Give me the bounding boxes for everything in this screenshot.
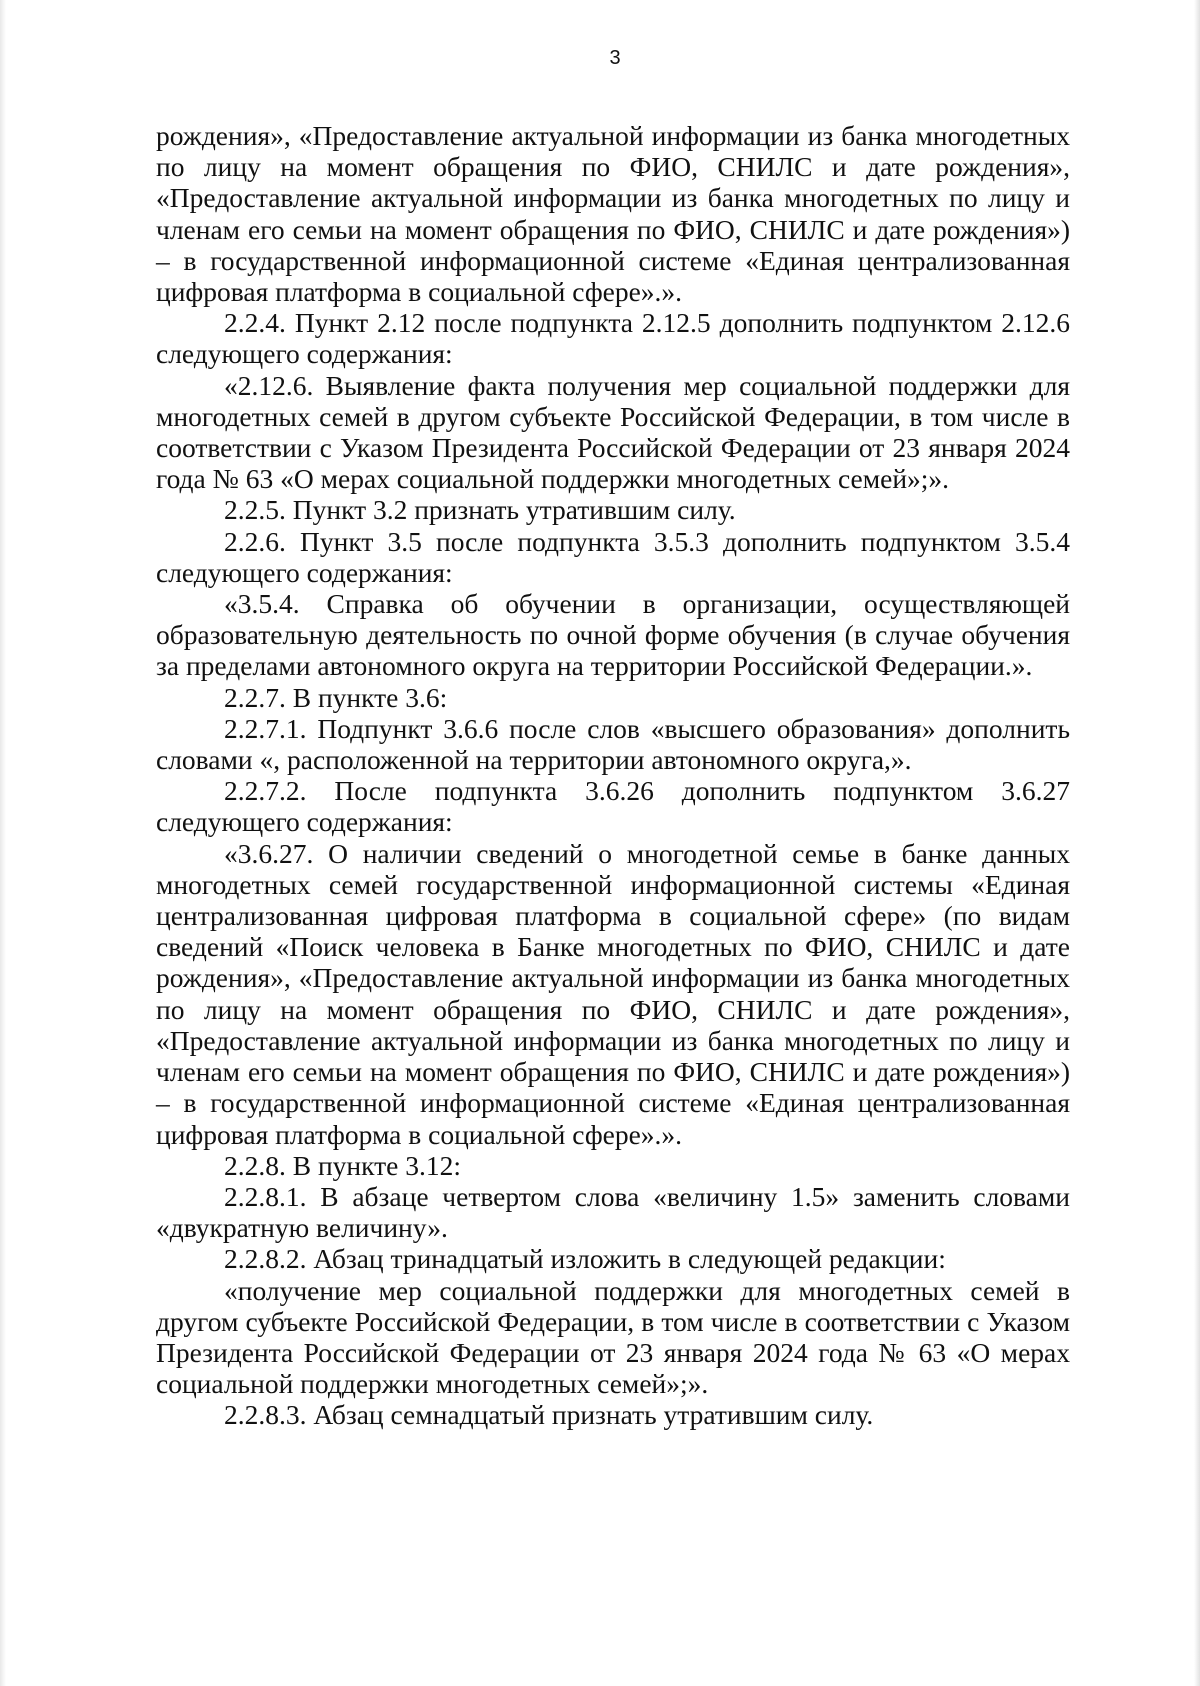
paragraph-2-2-5: 2.2.5. Пункт 3.2 признать утратившим силу.: [224, 494, 736, 526]
paragraph-2-2-7: 2.2.7. В пункте 3.6:: [224, 681, 448, 713]
paragraph-3-6-27: «3.6.27. О наличии сведений о многодетной семье в банке данных многодетных семей государственной информационной системы «Единая централизованная цифровая платформа в социальной сфере» (по видам сведений «Поиск человека в Банке многодетных по ФИО, СНИЛС и дате рождения», «Предоставление актуальной информации из банка многодетных по лицу на момент обращения по ФИО, СНИЛС и дате рождения», «Предоставление актуальной информации из банка многодетных по лицу и членам его семьи на момент обращения по ФИО, СНИЛС и дате рождения») – в государственной информационной системе «Единая централизованная цифровая платформа в социальной сфере».».: [156, 837, 1070, 1150]
paragraph-2-2-8: 2.2.8. В пункте 3.12:: [224, 1149, 462, 1181]
paragraph-quoted-measures: «получение мер социальной поддержки для многодетных семей в другом субъекте Российской Федерации, в том числе в соответствии с Указом Президента Российской Федерации от 23 января 2024 года № 63 «О мерах социальной поддержки многодетных семей»;».: [156, 1274, 1070, 1400]
paragraph-2-2-4: 2.2.4. Пункт 2.12 после подпункта 2.12.5 дополнить подпунктом 2.12.6 следующего содержания:: [156, 307, 1070, 370]
page-number: 3: [609, 47, 621, 69]
paragraph-2-2-8-3: 2.2.8.3. Абзац семнадцатый признать утратившим силу.: [224, 1399, 874, 1431]
scan-edge-left: [0, 0, 6, 1686]
paragraph-continuation: рождения», «Предоставление актуальной информации из банка многодетных по лицу на момент обращения по ФИО, СНИЛС и дате рождения», «Предоставление актуальной информации из банка многодетных по лицу и членам его семьи на момент обращения по ФИО, СНИЛС и дате рождения») – в государственной информационной системе «Единая централизованная цифровая платформа в социальной сфере».».: [156, 120, 1070, 308]
paragraph-3-5-4: «3.5.4. Справка об обучении в организации, осуществляющей образовательную деятельность по очной форме обучения (в случае обучения за пределами автономного округа на территории Российской Федерации.».: [156, 588, 1070, 682]
paragraph-2-12-6: «2.12.6. Выявление факта получения мер социальной поддержки для многодетных семей в другом субъекте Российской Федерации, в том числе в соответствии с Указом Президента Российской Федерации от 23 января 2024 года № 63 «О мерах социальной поддержки многодетных семей»;».: [156, 369, 1070, 495]
paragraph-2-2-7-2: 2.2.7.2. После подпункта 3.6.26 дополнить подпунктом 3.6.27 следующего содержания:: [156, 775, 1070, 838]
paragraph-2-2-6: 2.2.6. Пункт 3.5 после подпункта 3.5.3 дополнить подпунктом 3.5.4 следующего содержания:: [156, 525, 1070, 588]
scan-edge-right: [1194, 0, 1200, 1686]
paragraph-2-2-8-2: 2.2.8.2. Абзац тринадцатый изложить в следующей редакции:: [224, 1243, 946, 1275]
paragraph-2-2-8-1: 2.2.8.1. В абзаце четвертом слова «величину 1.5» заменить словами «двукратную величину».: [156, 1180, 1070, 1244]
document-body: [156, 120, 1070, 1431]
paragraph-2-2-7-1: 2.2.7.1. Подпункт 3.6.6 после слов «высшего образования» дополнить словами «, расположенной на территории автономного округа,».: [156, 712, 1070, 776]
